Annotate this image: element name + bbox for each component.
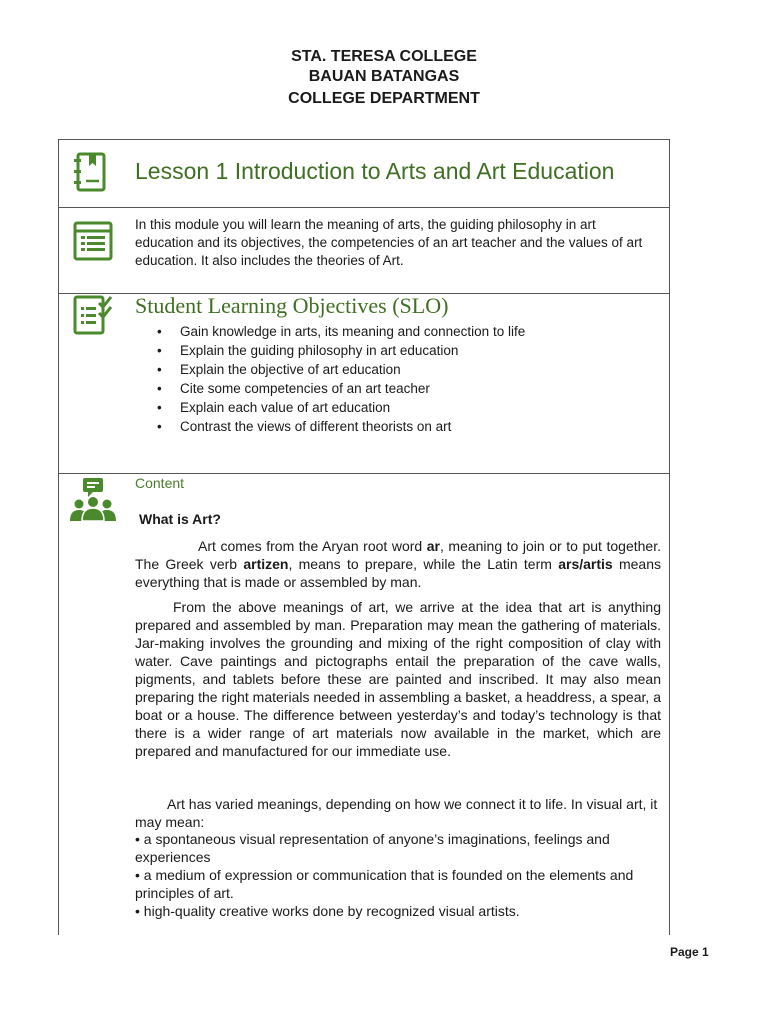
list-item: • Cite some competencies of an art teacher xyxy=(157,379,525,398)
content-label: Content xyxy=(135,475,185,491)
book-icon xyxy=(72,151,108,198)
list-item: • high-quality creative works done by recognized visual artists. xyxy=(135,903,520,919)
divider xyxy=(58,473,669,474)
paragraph: Art has varied meanings, depending on how we connect it to life. In visual art, it may mean: xyxy=(135,796,658,830)
list-document-icon xyxy=(72,220,114,267)
module-introduction: In this module you will learn the meaning of arts, the guiding philosophy in art education and its objectives, the competencies of an art teacher and the values of art education. It also includes the theories of Art. xyxy=(135,217,643,268)
school-name: STA. TERESA COLLEGE xyxy=(291,48,477,65)
page-number: Page 1 xyxy=(670,945,709,959)
list-item: • Explain the guiding philosophy in art education xyxy=(157,341,525,360)
section-heading: What is Art? xyxy=(139,511,221,527)
department-name: COLLEGE DEPARTMENT xyxy=(288,90,480,107)
divider xyxy=(58,207,669,208)
paragraph: Art comes from the Aryan root word ar, meaning to join or to put together. The Greek verb artizen, means to prepare, while the Latin term ars/artis means everything that is made or assembled by man. xyxy=(135,538,661,590)
list-item: • Explain the objective of art education xyxy=(157,360,525,379)
objectives-list xyxy=(157,322,525,436)
group-discussion-icon xyxy=(68,477,118,528)
lesson-title: Lesson 1 Introduction to Arts and Art Education xyxy=(135,158,615,184)
slo-title: Student Learning Objectives (SLO) xyxy=(135,293,449,318)
checklist-icon xyxy=(72,294,114,341)
list-item: • a spontaneous visual representation of anyone’s imaginations, feelings and experiences xyxy=(135,831,610,865)
list-item: • Gain knowledge in arts, its meaning and connection to life xyxy=(157,322,525,341)
paragraph: From the above meanings of art, we arrive at the idea that art is anything prepared and assembled by man. Preparation may mean the gathering of materials. Jar-making involves the grounding and mixing of the right composition of clay with water. Cave paintings and pictographs entail the preparation of the cave walls, pigments, and tablets before these are painted and inscribed. It may also mean preparing the right materials needed in assembling a basket, a headdress, a spear, a boat or a house. The difference between yesterday’s and today’s technology is that there is a wider range of art materials now available in the market, which are prepared and manufactured for our immediate use. xyxy=(135,599,661,759)
school-location: BAUAN BATANGAS xyxy=(308,68,460,85)
list-item: • a medium of expression or communication that is founded on the elements and principles of art. xyxy=(135,867,634,901)
list-item: • Contrast the views of different theorists on art xyxy=(157,417,525,436)
list-item: • Explain each value of art education xyxy=(157,398,525,417)
